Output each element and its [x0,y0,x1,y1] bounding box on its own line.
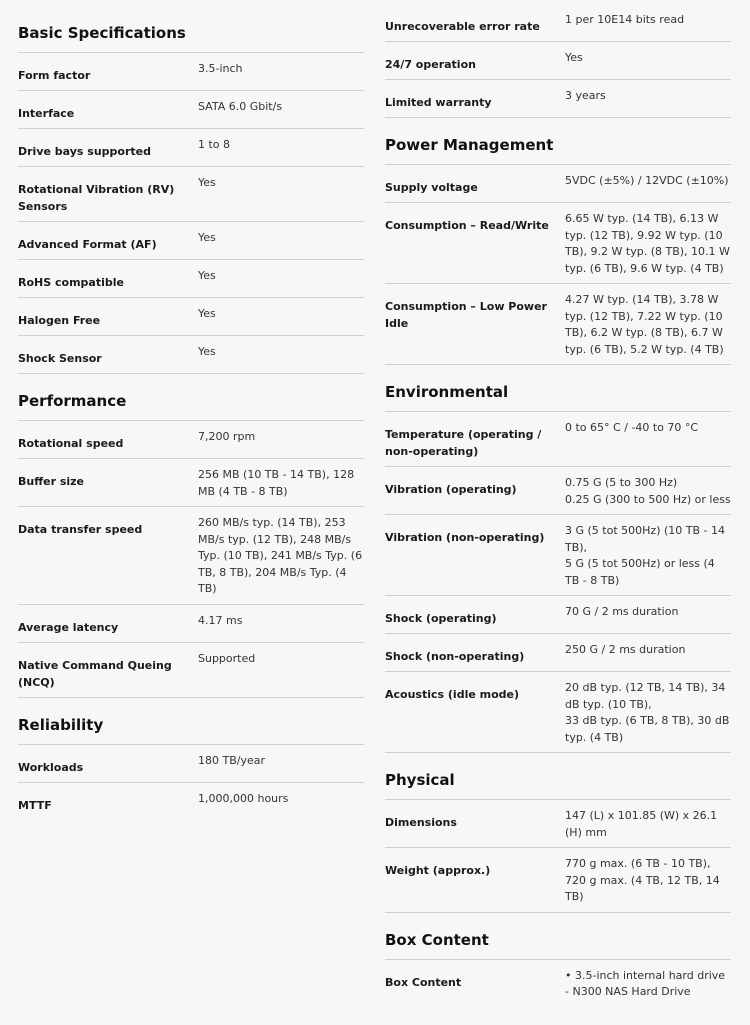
spec-value: 0 to 65° C / -40 to 70 °C [565,421,699,434]
spec-value: Supported [198,651,256,665]
spec-label: Interface [18,107,75,120]
section-title: Physical [385,771,731,800]
spec-row-interface [18,91,364,129]
spec-value: 0.75 G (5 to 300 Hz) 0.25 G (300 to 500 Hz) or less [565,476,731,506]
spec-row-shock-operating [385,596,731,634]
spec-value: 1 to 8 [198,138,231,151]
spec-label: Native Command Queing (NCQ) [18,658,172,689]
spec-row-mttf [18,783,364,820]
spec-label: Acoustics (idle mode) [385,688,520,701]
spec-value: 260 MB/s typ. (14 TB), 253 MB/s typ. (12 TB), 248 MB/s Typ. (10 TB), 241 MB/s Typ. (6 TB, 8 TB), 204 MB/s Typ. (4 TB) [198,516,363,595]
spec-section-power-management [385,136,731,365]
spec-value: 250 G / 2 ms duration [565,643,686,656]
spec-section-environmental [385,383,731,753]
spec-row-advanced-format-af [18,222,364,260]
spec-label: Data transfer speed [18,523,143,536]
spec-row-rotational-vibration-rv-sensors [18,167,364,222]
spec-value: 3.5-inch [198,62,243,75]
spec-value: 180 TB/year [198,753,266,767]
spec-label: Weight (approx.) [385,864,491,877]
spec-label: Advanced Format (AF) [18,238,157,251]
spec-row-acoustics-idle-mode [385,672,731,753]
spec-row-consumption-read-write [385,203,731,284]
spec-row-average-latency [18,605,364,643]
spec-label: Form factor [18,69,91,82]
spec-value: 6.65 W typ. (14 TB), 6.13 W typ. (12 TB), 9.92 W typ. (10 TB), 9.2 W typ. (8 TB), 10.1 W typ. (6 TB), 9.6 W typ. (4 TB) [565,212,730,275]
spec-section [385,4,731,118]
section-title: Reliability [18,716,364,745]
spec-value: Yes [198,307,216,320]
spec-section-box-content [385,931,731,1007]
spec-value: Yes [198,345,216,358]
spec-value: 147 (L) x 101.85 (W) x 26.1 (H) mm [565,809,718,839]
spec-value: 20 dB typ. (12 TB, 14 TB), 34 dB typ. (10 TB), 33 dB typ. (6 TB, 8 TB), 30 dB typ. (4 TB) [565,681,730,744]
right-spec-column [385,4,731,1025]
spec-label: Rotational speed [18,437,124,450]
spec-value: 5VDC (±5%) / 12VDC (±10%) [565,174,729,187]
spec-value: 770 g max. (6 TB - 10 TB), 720 g max. (4 TB, 12 TB, 14 TB) [565,857,720,903]
spec-section-physical [385,771,731,913]
spec-row-vibration-operating [385,467,731,515]
spec-section-basic-specifications [18,24,364,374]
spec-label: Temperature (operating / non-operating) [385,428,542,458]
section-title: Environmental [385,383,731,412]
spec-row-vibration-non-operating [385,515,731,596]
spec-label: Dimensions [385,816,457,829]
section-title: Basic Specifications [18,24,364,53]
spec-label: Rotational Vibration (RV) Sensors [18,183,175,213]
spec-label: Supply voltage [385,181,478,194]
spec-row-shock-sensor [18,336,364,374]
spec-value: Yes [198,176,216,189]
spec-label: Shock Sensor [18,352,102,365]
spec-row-temperature-operating-non-operating [385,412,731,467]
spec-value: Yes [198,269,216,282]
spec-row-weight-approx [385,848,731,913]
spec-value: 3 years [565,89,606,102]
section-title: Box Content [385,931,731,960]
spec-section-performance [18,392,364,698]
spec-label: Average latency [18,620,119,634]
spec-row-rotational-speed [18,421,364,459]
spec-value: 70 G / 2 ms duration [565,605,679,618]
spec-label: Shock (operating) [385,612,497,625]
spec-section-reliability [18,716,364,820]
left-spec-column [18,24,364,838]
spec-row-buffer-size [18,459,364,507]
spec-value: 4.17 ms [198,613,243,627]
spec-label: 24/7 operation [385,58,476,71]
spec-row-data-transfer-speed [18,507,364,605]
spec-row-halogen-free [18,298,364,336]
spec-row-form-factor [18,53,364,91]
spec-value: Yes [198,231,216,244]
spec-label: Box Content [385,975,462,989]
spec-row-rohs-compatible [18,260,364,298]
spec-label: Drive bays supported [18,145,151,158]
spec-row-supply-voltage [385,165,731,203]
spec-value: Yes [565,51,583,64]
spec-row-native-command-queing-ncq [18,643,364,698]
section-title: Power Management [385,136,731,165]
spec-value: • 3.5-inch internal hard drive - N300 NAS Hard Drive [565,968,726,998]
spec-label: Unrecoverable error rate [385,20,540,33]
spec-row-24-7-operation [385,42,731,80]
spec-label: Vibration (operating) [385,483,517,496]
spec-value: 7,200 rpm [198,430,256,443]
spec-value: 4.27 W typ. (14 TB), 3.78 W typ. (12 TB), 7.22 W typ. (10 TB), 6.2 W typ. (8 TB), 6.7 W typ. (6 TB), 5.2 W typ. (4 TB) [565,293,724,356]
spec-row-dimensions [385,800,731,848]
spec-label: Limited warranty [385,96,492,109]
spec-row-drive-bays-supported [18,129,364,167]
spec-label: Consumption – Low Power Idle [385,300,547,330]
spec-row-consumption-low-power-idle [385,284,731,365]
spec-value: SATA 6.0 Gbit/s [198,100,283,113]
spec-value: 1,000,000 hours [198,791,289,805]
spec-label: MTTF [18,798,52,812]
spec-label: Buffer size [18,475,85,488]
spec-row-unrecoverable-error-rate [385,4,731,42]
spec-value: 3 G (5 tot 500Hz) (10 TB - 14 TB), 5 G (5 tot 500Hz) or less (4 TB - 8 TB) [565,524,725,587]
spec-label: RoHS compatible [18,276,124,289]
spec-label: Halogen Free [18,314,101,327]
spec-row-workloads [18,745,364,783]
spec-label: Workloads [18,760,84,774]
spec-row-box-content [385,960,731,1007]
section-title: Performance [18,392,364,421]
spec-row-shock-non-operating [385,634,731,672]
spec-value: 256 MB (10 TB - 14 TB), 128 MB (4 TB - 8 TB) [198,468,355,498]
spec-row-limited-warranty [385,80,731,118]
spec-value: 1 per 10E14 bits read [565,13,685,26]
spec-label: Vibration (non-operating) [385,531,545,544]
spec-label: Consumption – Read/Write [385,219,549,232]
spec-label: Shock (non-operating) [385,650,525,663]
